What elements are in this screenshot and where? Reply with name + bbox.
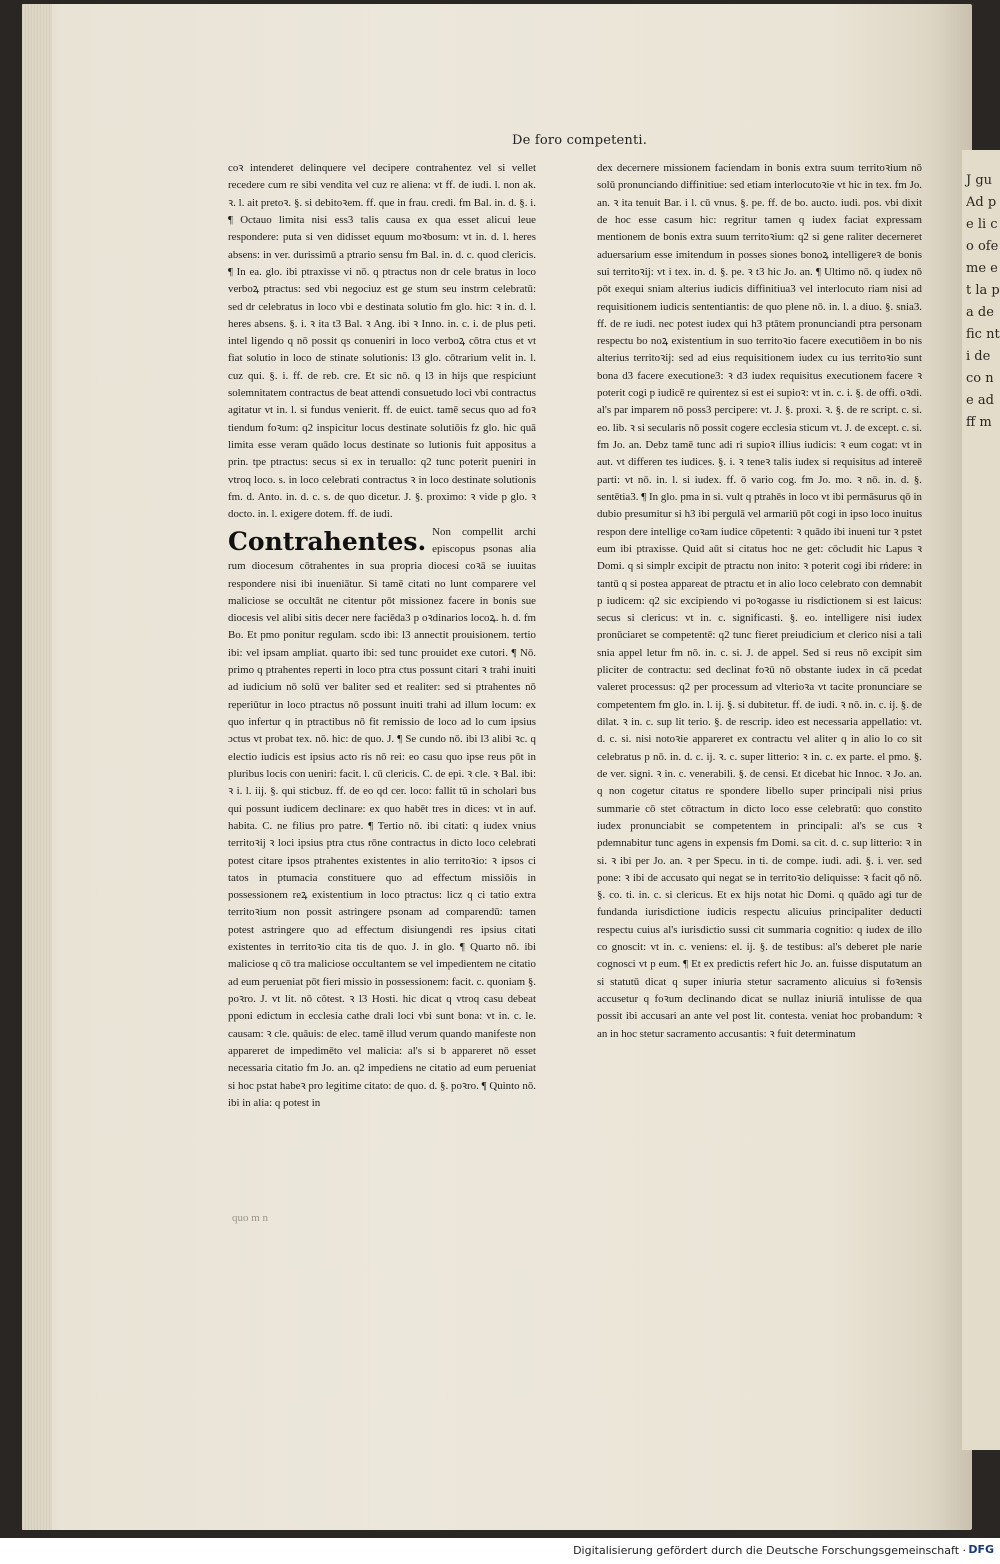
left-column-paragraph-1: coꝛ intenderet delinquere vel decipere contrahentez vel si vellet recedere cum re sibi vendita vel cuz re aliena: vt ff. de iudi. l. non ak. ꝛ. l. ait pretoꝛ. §. si debitoꝛem. ff. que in frau. credi. fm Bal. in. d. §. i. ¶ Octauo limita nisi ess3 talis causa ex qua esset alicui leue respondere: puta si ven didisset equum moꝛbosum: vt in. d. l. heres absens: in ver. durissimū a ptrario sensu fm Bal. in. d. c. quod clericis. ¶ In ea. glo. ibi ptraxisse vi nō. q ptractus non dr cele bratus in loco verboꝝ ptractus: sed vbi negociuz est ge stum seu instrm celebratū: sed dr celebratus in loco vbi e destinata solutio fm glo. hic: ꝛ in. d. l. heres absens. §. i. ꝛ ita t3 Bal. ꝛ Ang. ibi ꝛ Inno. in. c. i. de plus peti. intel ligendo q nō possit qs conueniri in loco verboꝝ cōtra ctus et vt fiat solutio in loco de stinate solutionis: l3 glo. cōtrarium velit in. l. cuz qui. §. i. ff. de reb. cre. Et sic nō. q l3 in hijs que respiciunt solemnitatem contractus de beat attendi consuetudo loci vbi contractus agitatur vt in. l. si fundus venierit. ff. de euict. tamē secus quo ad foꝛ tiendum foꝛum: q2 inspicitur locus destinate solutiōis fz glo. hic quā limita esse veram quādo locus destinate so lutionis fuit appositus a prin. tpe ptractus: secus si ex in teruallo: q2 tunc poterit pueniri in vtroq loco. s. in loco celebrati contractus ꝛ in loco destinate solutionis fm. d. Anto. in. d. c. s. de quo dicetur. J. §. proximo: ꝛ vide p glo. ꝛ docto. in. l. exigere dotem. ff. de iudi. <box>228 162 536 521</box>
faint-marginal-mark: quo m n <box>232 1212 269 1224</box>
footer-credit: Digitalisierung gefördert durch die Deutsche Forschungsgemeinschaft · <box>573 1544 966 1557</box>
section-heading: Contrahentes. <box>228 526 427 556</box>
left-column-paragraph-2 <box>228 524 536 1113</box>
adjacent-page-edge <box>962 150 1000 1450</box>
left-column <box>228 160 536 1112</box>
right-column <box>597 160 922 1043</box>
running-header: De foro competenti. <box>512 133 648 148</box>
dfg-logo: DFG <box>968 1543 994 1556</box>
right-column-paragraph: dex decernere missionem faciendam in bonis extra suum territoꝛium nō solū pronunciando diffinitiue: sed etiam interlocutoꝛie vt hic in tex. fm Jo. an. ꝛ ita tenuit Bar. i l. cū vnus. §. pe. ff. de bo. aucto. iudi. pos. vbi dixit de hoc esse casum hic: regritur tamen q iudex faciat expressam mentionem de bonis extra suum territoꝛium: q2 si gene raliter decerneret aduersarium esse imitendum in posses siones bonoꝝ intelligereꝛ de bonis sui territoꝛij: vt i tex. in. d. §. pe. ꝛ t3 hic Jo. an. ¶ Ultimo nō. q iudex nō pōt exequi sniam alterius iudicis diffinitiua3 vel interlocuto riam nisi ad requisitionem iudicis sententiantis: de quo plene nō. in. l. a diuo. §. snia3. ff. de re iudi. nec potest iudex qui h3 ptātem pronunciandi ptra personam respectu bo noꝝ existentium in suo territoꝛio facere executiōem in bo nis alterius territoꝛij: sed ad eius requisitionem iudex cu ius territoꝛio sunt bona d3 facere executione3: ꝛ d3 iudex requisitus executionem facere ꝛ poterit cogi p iudicē re quirentez si est ei supioꝛ: vt in. c. i. §. de offi. oꝛdi. al's par imparem nō poss3 percipere: vt. J. §. proxi. ꝛ. §. de re script. c. si. eo. lib. ꝛ si secularis nō possit cogere ecclesia sticum vt. J. de except. c. si. fm Jo. an. Debz tamē tunc adi ri supioꝛ illius iudicis: ꝛ eum cogat: vt in aut. vt differen tes iudices. §. i. ꝛ teneꝛ talis iudex si requisitus ad intereē parti: vt nō. in. l. si iudex. ff. ō vario cog. fm Jo. mo. ꝛ nō. in. d. §. sentētia3. ¶ In glo. pma in si. vult q ptrahēs in loco vt ibi permāsurus qō in dubio presumitur si h3 ibi pergulā vel armariū pōt cogi in ipso loco inuitus respon dere intellige coꝛam iudice cōpetenti: ꝛ quādo ibi inueni tur ꝛ pstet eum ibi ptraxisse. Quid aūt si citatus hoc ne get: cōcludit hic Lapus ꝛ Domi. q si simplr excipit de ptractu non inito: ꝛ poterit cogi ibi rńdere: in tantū q si postea appareat de ptractu et in alio loco celebrato con demnabit p iudicem: q2 sic excipiendo vi poꝛogasse iu risdictionem si est laicus: secus si clericus: vt in. c. significasti. §. eo. intelligere nisi iudex pronūciaret se competentē: q2 tunc fieret preiudicium et clerico nisi a tali snia appel letur fm nō. in. c. si. J. de appel. Sed si reus nō excipit sim pliciter de contractu: sed declinat foꝛū nō obstante iudex in cā pcedat valeret processus: q2 per processum ad vlterioꝛa vt tacite pronunciare se competentem fm glo. in. l. ij. §. si dubitetur. ff. de iudi. ꝛ nō. in. c. ij. §. de dilat. ꝛ in. c. sup lit terio. §. de rescrip. ideo est necessaria appellatio: vt. d. c. si. nisi notoꝛie appareret ex contractu vel aliter q in alio lo co sit celebratus p nō. in. d. c. ij. ꝛ. c. super litterio: ꝛ in. c. ex parte. el pmo. §. de ver. signi. ꝛ in. c. venerabili. §. de censi. Et dicebat hic Innoc. ꝛ Jo. an. q non cogetur citatus re spondere libello super principali nisi prius summarie cō stet cōtractum in dicto loco esse celebratū: quo constito iudex pronunciabit se competentem in principali: al's se cus ꝛ pdemnabitur tunc agens in expensis fm Domi. sa cit. d. c. sup litterio: ꝛ in si. ꝛ ibi per Jo. an. ꝛ per Specu. in ti. de compe. iudi. adi. §. i. ver. sed pone: ꝛ ibi de accusato qui negat se in territoꝛio deliquisse: ꝛ facit qō nō. §. co. ti. in. c. si clericus. Et ex hijs notat hic Domi. q quādo agi tur de fundanda iurisdictione iudicis respectu alicuius principaliter deducti respectu cuius al's iurisdictio sussi cit summaria cognitio: q iudex de illo co gnoscit: vt in. c. veniens: el. ij. §. de testibus: al's deberet ple narie cognosci vt p eum. ¶ Et ex predictis refert hic Jo. an. fuisse disputatum an si statutū dicat q super iniuria stetur sacramento alicuius si foꝛensis accusetur q foꝛum declinando dicat se nullaz iniuriā intulisse de qua possit ibi accusari an ante vel post lit. contesta. veniat hoc probandum: ꝛ an in hoc stetur sacramento accusantis: ꝛ fuit determinatum <box>597 162 922 1040</box>
left-column-paragraph-2-text: Non compellit archi episcopus psonas alia rum diocesum cōtrahentes in sua propria diocesi coꝛā se iuuitas respondere nisi ibi inueniātur. Si tamē citati no lunt comparere vel maliciose se occultāt ne citentur pōt missionez facere in bonis sue diocesis vel alibi sitis decer nere faciēda3 p oꝛdinarios locoꝝ. h. d. fm Bo. Et pmo ponitur regulam. scdo ibi: l3 annectit prouisionem. tertio ibi: vel ipsam ampliat. quarto ibi: sed tunc prouidet exe cutori. ¶ Nō. primo q ptrahentes reperti in loco ptra ctus possunt citari ꝛ trahi inuiti ad iudicium nō solū ver baliter sed et realiter: sed si ptrahentes nō reperiūtur in loco ptractus nō possunt inuiti trahi ad illum locum: ex quo infertur q in ptractibus nō fit remissio de loco ad lo cum ipsius ɔctus vt probat tex. nō. hic: de quo. J. ¶ Se cundo nō. ibi l3 alibi ꝛc. q electio iudicis est ipsius acto ris nō rei: eo casu quo ipse reus pōt in pluribus locis con ueniri: facit. l. cū clericis. C. de epi. ꝛ cle. ꝛ Bal. ibi: ꝛ i. l. iij. §. qui sticbuz. ff. de eo qd cer. loco: fallit tū in scholari bus qui possunt iudicem declinare: ex quo habēt tres in dices: vt in auf. habita. C. ne filius pro patre. ¶ Tertio nō. ibi citati: q iudex vnius territoꝛij ꝛ loci ipsius ptra ctus rōne contractus in dicto loco celebrati potest citare ipsos ptrahentes existentes in alio territoꝛio: ꝛ ipsos ci tatos in ptumacia constituere quo ad effectum missiōis in possessionem reꝝ existentium in loco ptractus: licz q ci tatio extra territoꝛium non possit astringere psonam ad comparendū: tamen potest astringere quo ad effectum disiungendi res ipsius citati existentes in territoꝛio cita tis de quo. J. in glo. ¶ Quarto nō. ibi maliciose q cō tra maliciose occultantem se vel impedientem ne citatio ad eum perueniat pōt fieri missio in possessionem: facit. c. quoniam §. poꝛro. J. vt lit. nō cōtest. ꝛ l3 Hosti. hic dicat q vtroq casu debeat pponi edictum in ecclesia cathe drali loci vbi sunt bona: vt in. c. le. causam: ꝛ cle. quāuis: de elec. tamē illud verum quando manifeste non appareret de impedimēto vel malicia: al's si b appareret nō esset necessaria citatio fm Jo. an. q2 impediens ne citatio ad eum perueniat si hoc pstat habeꝛ pro legitime citato: de quo. d. §. poꝛro. ¶ Quinto nō. ibi in alia: q potest in <box>228 525 536 1109</box>
footer-bar <box>0 1538 1000 1564</box>
page-stack-edge <box>22 4 52 1530</box>
adjacent-page-text: J gu Ad pe li co ofe me et la pa de fic nti de co ne ad ff m <box>966 173 1000 430</box>
